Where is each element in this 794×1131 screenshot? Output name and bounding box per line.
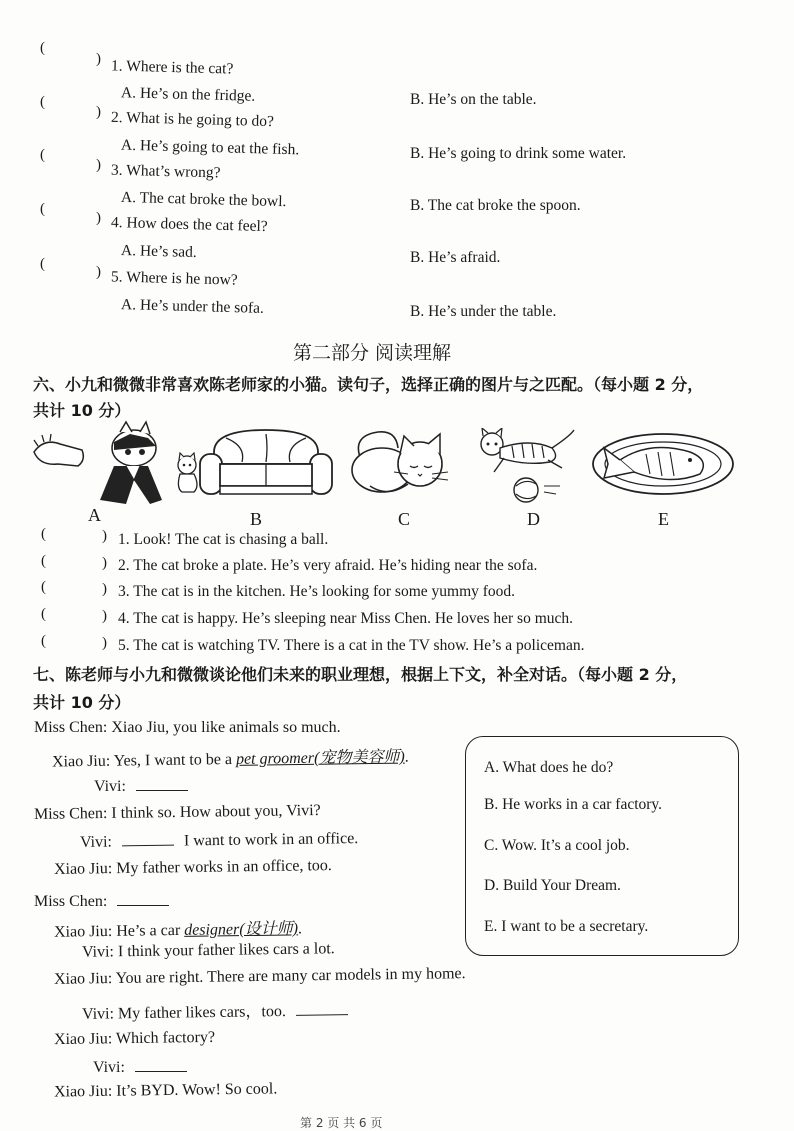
dialogue-line xyxy=(34,802,321,824)
matching-sentence: 5. The cat is watching TV. There is a cat in the TV show. He’s a policeman. xyxy=(118,637,585,654)
speaker: Xiao Jiu: xyxy=(53,922,113,941)
speaker: Miss Chen: xyxy=(34,893,108,910)
listening-option-b: B. He’s under the table. xyxy=(410,303,557,320)
picture-label-d: D xyxy=(527,509,540,529)
option-b: B. He works in a car factory. xyxy=(484,796,663,813)
listening-option-a: A. He’s on the fridge. xyxy=(120,84,256,105)
dialogue-line xyxy=(82,940,335,962)
picture-label-a: A xyxy=(88,505,101,525)
picture-a-cat-in-costume xyxy=(30,420,170,510)
answer-paren-close: ) xyxy=(96,264,101,280)
picture-e-fish-on-plate xyxy=(590,430,736,498)
answer-blank[interactable] xyxy=(296,1013,348,1016)
option-d: D. Build Your Dream. xyxy=(484,877,621,894)
dialogue-line xyxy=(34,893,169,911)
section7-heading: 七、陈老师与小九和微微谈论他们未来的职业理想，根据上下文，补全对话。（每小题 2 分， xyxy=(33,665,688,684)
utterance: I think your father likes cars a lot. xyxy=(117,940,335,961)
matching-sentence: 4. The cat is happy. He’s sleeping near Miss Chen. He loves her so much. xyxy=(118,610,574,627)
listening-option-b: B. He’s afraid. xyxy=(410,249,501,266)
matching-sentence: 1. Look! The cat is chasing a ball. xyxy=(118,531,329,548)
picture-b-sofa xyxy=(196,424,336,500)
answer-paren-open: ( xyxy=(41,553,46,569)
answer-paren-close: ) xyxy=(102,581,107,597)
option-c: C. Wow. It’s a cool job. xyxy=(484,837,630,854)
answer-paren-close: ) xyxy=(102,528,107,544)
answer-paren-open: ( xyxy=(41,606,46,622)
listening-option-b: B. The cat broke the spoon. xyxy=(410,197,581,214)
answer-blank[interactable] xyxy=(135,1070,187,1072)
listening-question: 5. Where is he now? xyxy=(110,268,238,289)
utterance: My father works in an office, too. xyxy=(116,857,332,878)
answer-blank[interactable] xyxy=(117,904,169,906)
answer-paren-close: ) xyxy=(102,635,107,651)
picture-label-c: C xyxy=(398,509,411,529)
matching-sentence: 2. The cat broke a plate. He’s very afraid. He’s hiding near the sofa. xyxy=(118,557,538,574)
listening-option-b: B. He’s on the table. xyxy=(410,91,537,108)
picture-d-cat-chasing-ball xyxy=(470,428,580,504)
listening-question: 2. What is he going to do? xyxy=(110,108,275,131)
speaker: Vivi: xyxy=(93,1059,125,1076)
answer-paren-close: ) xyxy=(96,51,101,67)
picture-label-b: B xyxy=(250,509,263,529)
answer-paren-close: ) xyxy=(102,555,107,571)
answer-paren-open: ( xyxy=(41,633,46,649)
listening-option-a: A. He’s going to eat the fish. xyxy=(120,136,300,159)
utterance: It’s BYD. Wow! So cool. xyxy=(116,1080,278,1100)
answer-paren-open: ( xyxy=(41,579,46,595)
dialogue-line xyxy=(93,1059,187,1077)
dialogue-line xyxy=(52,744,409,772)
answer-paren-open: ( xyxy=(40,40,45,56)
answer-paren-close: ) xyxy=(96,157,101,173)
speaker: Vivi: xyxy=(94,778,126,795)
speaker: Xiao Jiu: xyxy=(51,752,111,771)
answer-paren-close: ) xyxy=(96,210,101,226)
dialogue-line xyxy=(54,857,332,879)
answer-paren-open: ( xyxy=(40,94,45,110)
answer-blank[interactable] xyxy=(122,844,174,847)
answer-blank[interactable] xyxy=(136,789,188,791)
speaker: Xiao Jiu: xyxy=(53,860,113,878)
utterance: Which factory? xyxy=(115,1028,216,1048)
section6-heading-cont: 共计 10 分） xyxy=(33,401,131,420)
dialogue-line xyxy=(54,915,302,941)
utterance: I think so. How about you, Vivi? xyxy=(111,801,321,822)
punctuation: . xyxy=(404,748,409,766)
part-title: 第二部分 阅读理解 xyxy=(293,342,452,364)
speaker: Xiao Jiu: xyxy=(53,1082,113,1101)
dialogue-line xyxy=(94,778,188,796)
listening-option-a: A. The cat broke the bowl. xyxy=(120,188,287,211)
answer-paren-close: ) xyxy=(96,104,101,120)
answer-paren-open: ( xyxy=(40,201,45,217)
section6-heading: 六、小九和微微非常喜欢陈老师家的小猫。读句子，选择正确的图片与之匹配。（每小题 2 分， xyxy=(33,375,704,394)
speaker: Vivi: xyxy=(81,1005,115,1023)
answer-paren-open: ( xyxy=(40,256,45,272)
speaker: Vivi: xyxy=(81,943,115,961)
speaker: Xiao Jiu: xyxy=(53,970,113,988)
vocab-term: designer(设计师) xyxy=(184,920,299,939)
utterance: I want to work in an office. xyxy=(183,830,359,850)
utterance: Xiao Jiu, you like animals so much. xyxy=(111,719,341,736)
dialogue-line xyxy=(80,830,358,852)
listening-option-b: B. He’s going to drink some water. xyxy=(410,145,627,162)
option-e: E. I want to be a secretary. xyxy=(484,918,649,935)
answer-paren-close: ) xyxy=(102,608,107,624)
listening-option-a: A. He’s under the sofa. xyxy=(120,296,265,317)
speaker: Miss Chen: xyxy=(33,804,108,824)
options-box xyxy=(465,736,739,956)
speaker: Xiao Jiu: xyxy=(53,1030,113,1049)
speaker: Miss Chen: xyxy=(34,719,108,736)
utterance: He’s a car xyxy=(116,921,181,940)
option-a: A. What does he do? xyxy=(484,759,614,776)
dialogue-line xyxy=(54,1029,215,1049)
answer-paren-open: ( xyxy=(41,526,46,542)
dialogue-line xyxy=(54,1080,278,1101)
utterance: My father likes cars，too. xyxy=(117,1003,287,1023)
utterance: You are right. There are many car models in my home. xyxy=(115,965,466,988)
listening-question: 4. How does the cat feel? xyxy=(110,213,268,236)
matching-sentence: 3. The cat is in the kitchen. He’s looking for some yummy food. xyxy=(118,583,516,600)
dialogue-line xyxy=(34,719,341,737)
utterance: Yes, I want to be a xyxy=(113,750,233,770)
dialogue-line xyxy=(54,965,466,989)
vocab-term: pet groomer(宠物美容师) xyxy=(235,748,405,768)
picture-c-sleeping-cat xyxy=(348,424,452,500)
page-footer: 第 2 页 共 6 页 xyxy=(300,1116,383,1130)
speaker: Vivi: xyxy=(79,833,113,851)
listening-option-a: A. He’s sad. xyxy=(120,242,198,261)
section7-heading-cont: 共计 10 分） xyxy=(33,693,131,712)
listening-question: 1. Where is the cat? xyxy=(110,57,234,78)
picture-label-e: E xyxy=(658,509,669,529)
listening-question: 3. What’s wrong? xyxy=(110,161,221,182)
dialogue-line xyxy=(82,997,348,1024)
punctuation: . xyxy=(297,920,303,938)
answer-paren-open: ( xyxy=(40,147,45,163)
